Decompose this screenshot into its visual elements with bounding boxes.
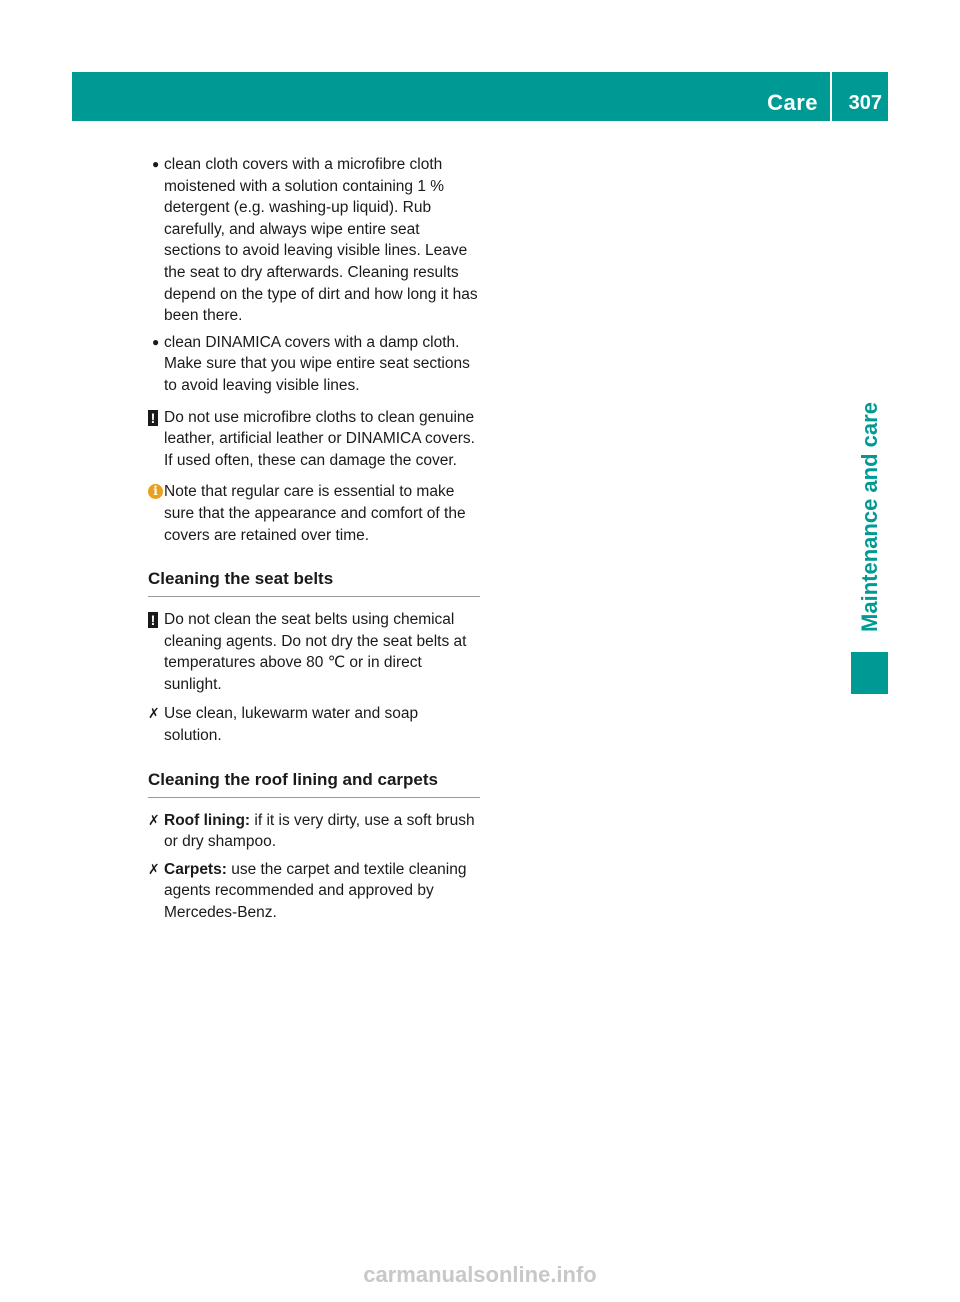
step-text: Use clean, lukewarm water and soap solution.	[164, 705, 419, 745]
step-text: if it is very dirty, use a soft brush or dry shampoo.	[164, 811, 475, 851]
list-item-text: clean DINAMICA covers with a damp cloth. Make sure that you wipe entire seat sections to avoid leaving visible lines.	[164, 333, 470, 394]
step-text: use the carpet and textile cleaning agents recommended and approved by Mercedes-Benz.	[164, 860, 467, 922]
main-content	[148, 154, 480, 924]
step-item	[148, 859, 480, 924]
section-heading: Cleaning the seat belts	[148, 568, 480, 597]
section-title: Care	[767, 90, 818, 115]
arrow-icon: ✗	[148, 705, 160, 722]
header-separator	[830, 72, 832, 121]
warning-note	[148, 609, 480, 695]
step-item	[148, 810, 480, 853]
warning-icon: !	[148, 612, 158, 628]
side-tab-block	[851, 652, 888, 694]
warning-text: Do not use microfibre cloths to clean genuine leather, artificial leather or DINAMICA covers. If used often, these can damage the cover.	[164, 408, 475, 469]
section-heading: Cleaning the roof lining and carpets	[148, 769, 480, 798]
list-item	[148, 154, 480, 327]
side-tab-label: Maintenance and care	[856, 402, 882, 632]
step-item	[148, 703, 480, 746]
list-item	[148, 332, 480, 397]
warning-icon: !	[148, 410, 158, 426]
page-number: 307	[848, 92, 882, 114]
side-tab	[851, 392, 888, 642]
arrow-icon: ✗	[148, 811, 160, 828]
watermark: carmanualsonline.info	[363, 1262, 597, 1287]
list-item-text: clean cloth covers with a microfibre cloth moistened with a solution containing 1 % detergent (e.g. washing-up liquid). Rub carefully, and always wipe entire seat sections to avoid leaving visible lines. Leave the seat to dry afterwards. Cleaning results depend on the type of dirt and how long it has been there.	[164, 156, 478, 325]
arrow-icon: ✗	[148, 860, 160, 877]
info-icon: i	[148, 484, 163, 499]
info-text: Note that regular care is essential to make sure that the appearance and comfort of the covers are retained over time.	[164, 483, 466, 544]
bullet-icon: ●	[152, 157, 160, 171]
step-label: Roof lining:	[164, 811, 251, 829]
header-bar	[72, 72, 888, 121]
warning-text: Do not clean the seat belts using chemical cleaning agents. Do not dry the seat belts at temperatures above 80 ℃ or in direct sunlight.	[164, 611, 467, 693]
warning-note	[148, 407, 480, 472]
info-note	[148, 481, 480, 546]
step-label: Carpets:	[164, 860, 227, 878]
bullet-icon: ●	[152, 334, 160, 349]
